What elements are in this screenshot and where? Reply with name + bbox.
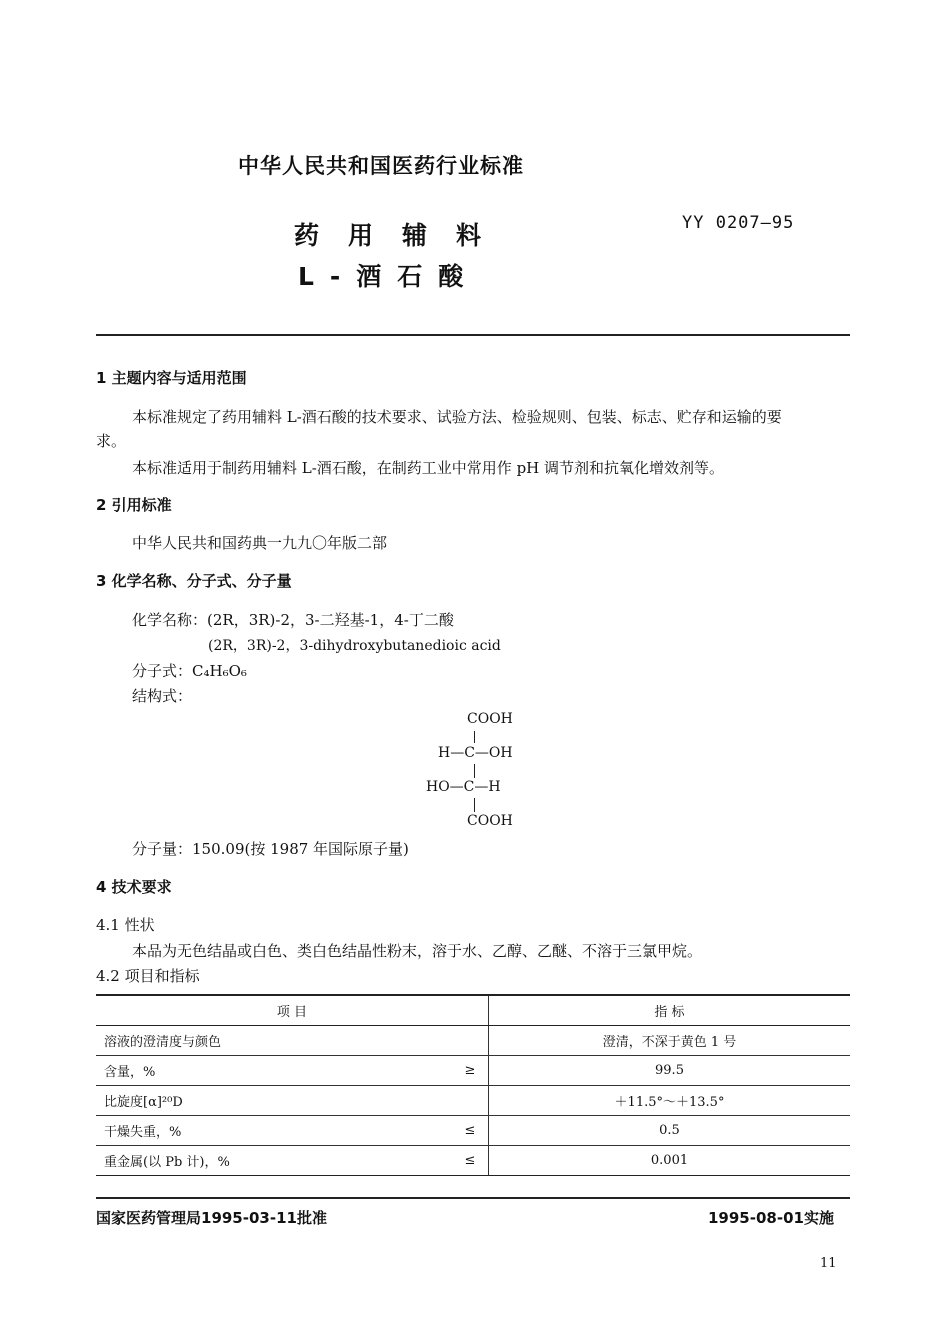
- table-cell-item: 比旋度[α]²⁰D: [96, 1086, 452, 1116]
- table-cell-operator: ≤: [452, 1146, 489, 1176]
- table-row: [96, 1116, 850, 1146]
- section-4-1-heading: 4.1 性状: [96, 916, 155, 934]
- formula-label: 分子式：: [132, 662, 193, 680]
- chem-name-en: (2R，3R)-2，3-dihydroxybutanedioic acid: [208, 638, 501, 654]
- standard-code: YY 0207—95: [682, 213, 795, 233]
- structure-bond-bottom: [474, 798, 475, 812]
- table-row: [96, 1146, 850, 1176]
- section-1-para1: 本标准规定了药用辅料 L-酒石酸的技术要求、试验方法、检验规则、包装、标志、贮存和运输的要: [132, 408, 782, 426]
- table-header-row: [96, 995, 850, 1026]
- section-4-1-text: 本品为无色结晶或白色、类白色结晶性粉末，溶于水、乙醇、乙醚、不溶于三氯甲烷。: [132, 942, 703, 960]
- specification-table: [96, 994, 850, 1176]
- structure-row2: HO—C—H: [426, 779, 501, 795]
- footer-divider: [96, 1197, 850, 1199]
- document-title-line1: 药用辅料: [294, 221, 511, 250]
- section-2-para1: 中华人民共和国药典一九九〇年版二部: [132, 534, 388, 552]
- table-cell-value: 99.5: [489, 1056, 851, 1086]
- table-cell-operator: ≤: [452, 1116, 489, 1146]
- structure-label: 结构式：: [132, 687, 193, 705]
- structure-row1: H—C—OH: [438, 745, 513, 761]
- table-row: [96, 1086, 850, 1116]
- table-cell-value: 0.001: [489, 1146, 851, 1176]
- table-row: [96, 1026, 850, 1056]
- section-4-2-heading: 4.2 项目和指标: [96, 967, 200, 985]
- table-cell-item: 重金属(以 Pb 计)，%: [96, 1146, 452, 1176]
- structure-top-cooh: COOH: [467, 711, 513, 727]
- table-row: [96, 1056, 850, 1086]
- table-cell-operator: [452, 1026, 489, 1056]
- document-title-line2: L-酒石酸: [298, 262, 480, 291]
- standard-org-title: 中华人民共和国医药行业标准: [238, 154, 524, 178]
- table-header-index: 指 标: [489, 995, 851, 1026]
- structure-bottom-cooh: COOH: [467, 813, 513, 829]
- table-cell-item: 含量，%: [96, 1056, 452, 1086]
- section-4-heading: 4 技术要求: [96, 878, 172, 896]
- effective-date: 1995-08-01实施: [708, 1209, 834, 1227]
- section-2-heading: 2 引用标准: [96, 496, 172, 514]
- structure-bond-top: [474, 731, 475, 743]
- section-1-para1-cont: 求。: [96, 432, 127, 450]
- table-cell-operator: ≥: [452, 1056, 489, 1086]
- section-1-heading: 1 主题内容与适用范围: [96, 369, 247, 387]
- section-1-para2: 本标准适用于制药用辅料 L-酒石酸，在制药工业中常用作 pH 调节剂和抗氧化增效剂等。: [132, 459, 725, 477]
- structure-bond-middle: [474, 764, 475, 778]
- table-cell-value: 澄清，不深于黄色 1 号: [489, 1026, 851, 1056]
- table-cell-operator: [452, 1086, 489, 1116]
- molecular-weight: 分子量：150.09(按 1987 年国际原子量): [132, 840, 409, 858]
- page-number: 11: [820, 1256, 837, 1271]
- table-header-item: 项 目: [96, 995, 489, 1026]
- table-cell-value: ＋11.5°～＋13.5°: [489, 1086, 851, 1116]
- table-cell-value: 0.5: [489, 1116, 851, 1146]
- table-cell-item: 干燥失重，%: [96, 1116, 452, 1146]
- formula-line: [132, 660, 247, 681]
- table-cell-item: 溶液的澄清度与颜色: [96, 1026, 452, 1056]
- header-divider: [96, 334, 850, 336]
- section-3-heading: 3 化学名称、分子式、分子量: [96, 572, 292, 590]
- chem-name-cn: 化学名称：(2R，3R)-2，3-二羟基-1，4-丁二酸: [132, 611, 454, 629]
- approval-date: 国家医药管理局1995-03-11批准: [96, 1209, 327, 1227]
- formula-value: C₄H₆O₆: [192, 662, 247, 680]
